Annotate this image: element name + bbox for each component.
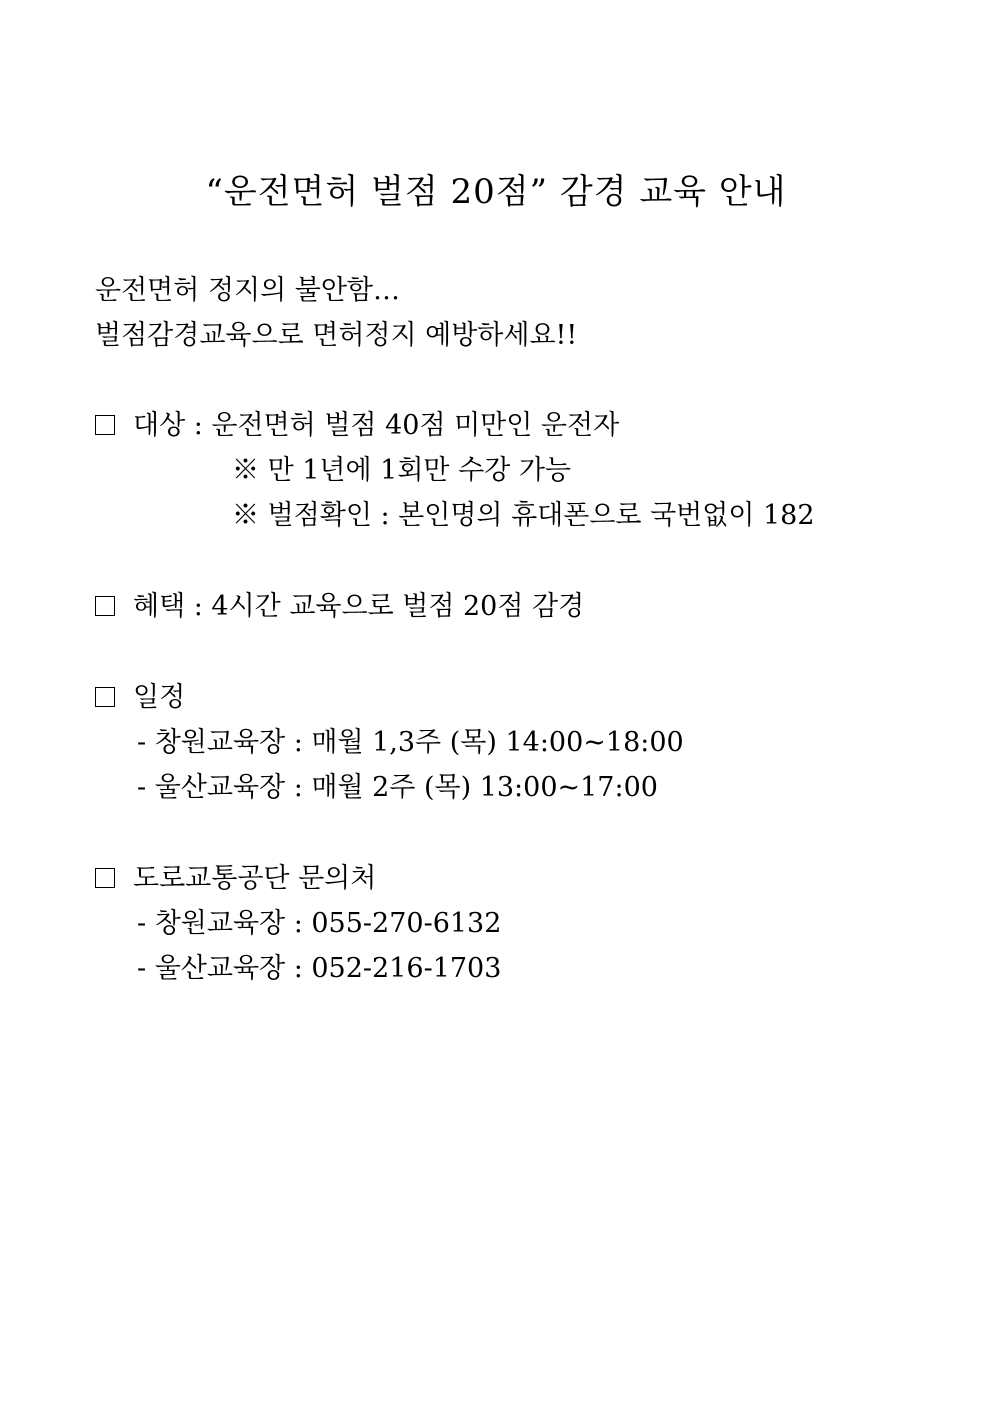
schedule-heading: 일정 [133,682,186,713]
section-contact [95,861,376,897]
section-schedule [95,680,185,716]
intro-line-1: 운전면허 정지의 불안함… [95,275,400,306]
intro-line-2: 벌점감경교육으로 면허정지 예방하세요!! [95,320,578,351]
checkbox-icon [95,596,115,616]
contact-heading: 도로교통공단 문의처 [133,863,377,894]
section-target [95,408,619,444]
schedule-item-ulsan: - 울산교육장 : 매월 2주 (목) 13:00~17:00 [137,772,658,803]
target-note-1: ※ 만 1년에 1회만 수강 가능 [232,455,572,486]
section-benefit [95,589,584,625]
benefit-heading: 혜택 : 4시간 교육으로 벌점 20점 감경 [133,591,585,622]
contact-item-changwon: - 창원교육장 : 055-270-6132 [137,908,502,939]
target-heading: 대상 : 운전면허 벌점 40점 미만인 운전자 [133,410,620,441]
contact-item-ulsan: - 울산교육장 : 052-216-1703 [137,953,502,984]
document-title: “운전면허 벌점 20점” 감경 교육 안내 [205,172,787,212]
schedule-item-changwon: - 창원교육장 : 매월 1,3주 (목) 14:00~18:00 [137,727,684,758]
checkbox-icon [95,415,115,435]
checkbox-icon [95,687,115,707]
checkbox-icon [95,868,115,888]
target-note-2: ※ 벌점확인 : 본인명의 휴대폰으로 국번없이 182 [232,500,815,531]
